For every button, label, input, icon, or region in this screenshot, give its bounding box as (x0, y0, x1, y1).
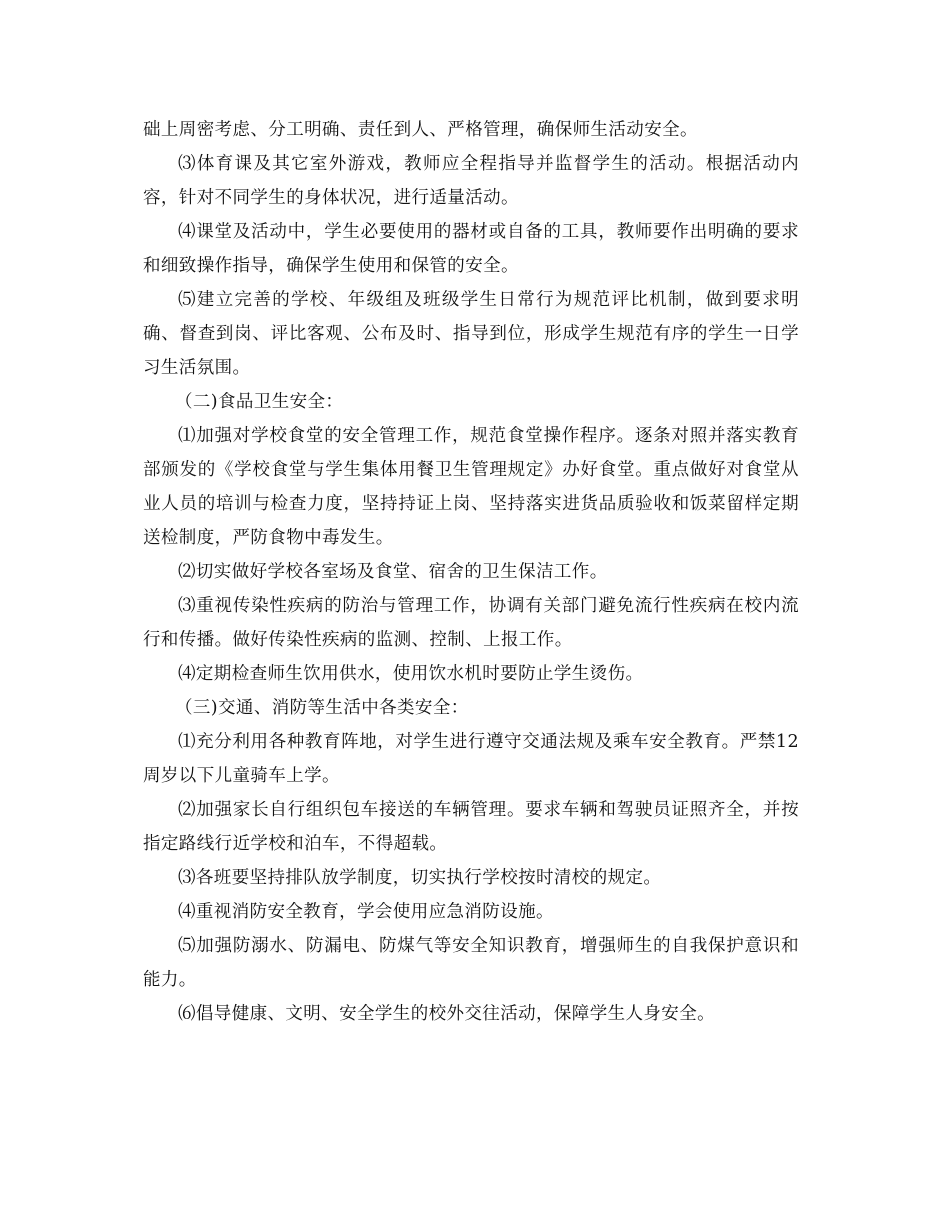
paragraph-item: ⑵切实做好学校各室场及食堂、宿舍的卫生保洁工作。 (178, 562, 608, 582)
paragraph-item: ⑶各班要坚持排队放学制度，切实执行学校按时清校的规定。 (178, 868, 662, 888)
section-heading: （三)交通、消防等生活中各类安全： (175, 698, 469, 718)
document-page (143, 113, 799, 1031)
paragraph-item: ⑷重视消防安全教育，学会使用应急消防设施。 (178, 902, 554, 922)
paragraph-item: ⑴充分利用各种教育阵地，对学生进行遵守交通法规及乘车安全教育。严禁12周岁以下儿童骑车上学。 (143, 732, 799, 786)
paragraph-item: ⑸加强防溺水、防漏电、防煤气等安全知识教育，增强师生的自我保护意识和能力。 (143, 936, 799, 990)
paragraph-item: ⑶重视传染性疾病的防治与管理工作，协调有关部门避免流行性疾病在校内流行和传播。做好传染性疾病的监测、控制、上报工作。 (143, 596, 799, 650)
paragraph-item: ⑴加强对学校食堂的安全管理工作，规范食堂操作程序。逐条对照并落实教育部颁发的《学校食堂与学生集体用餐卫生管理规定》办好食堂。重点做好对食堂从业人员的培训与检查力度，坚持持证上岗、坚持落实进货品质验收和饭菜留样定期送检制度，严防食物中毒发生。 (143, 426, 799, 548)
paragraph-item: ⑶体育课及其它室外游戏，教师应全程指导并监督学生的活动。根据活动内容，针对不同学生的身体状况，进行适量活动。 (143, 154, 799, 208)
paragraph-continuation: 础上周密考虑、分工明确、责任到人、严格管理，确保师生活动安全。 (143, 120, 698, 140)
section-heading: （二)食品卫生安全： (175, 392, 344, 412)
paragraph-item: ⑷定期检查师生饮用供水，使用饮水机时要防止学生烫伤。 (178, 664, 644, 684)
paragraph-item: ⑹倡导健康、文明、安全学生的校外交往活动，保障学生人身安全。 (178, 1004, 715, 1024)
paragraph-item: ⑸建立完善的学校、年级组及班级学生日常行为规范评比机制，做到要求明确、督查到岗、评比客观、公布及时、指导到位，形成学生规范有序的学生一日学习生活氛围。 (143, 290, 799, 378)
paragraph-item: ⑵加强家长自行组织包车接送的车辆管理。要求车辆和驾驶员证照齐全，并按指定路线行近学校和泊车，不得超载。 (143, 800, 799, 854)
paragraph-item: ⑷课堂及活动中，学生必要使用的器材或自备的工具，教师要作出明确的要求和细致操作指导，确保学生使用和保管的安全。 (143, 222, 799, 276)
